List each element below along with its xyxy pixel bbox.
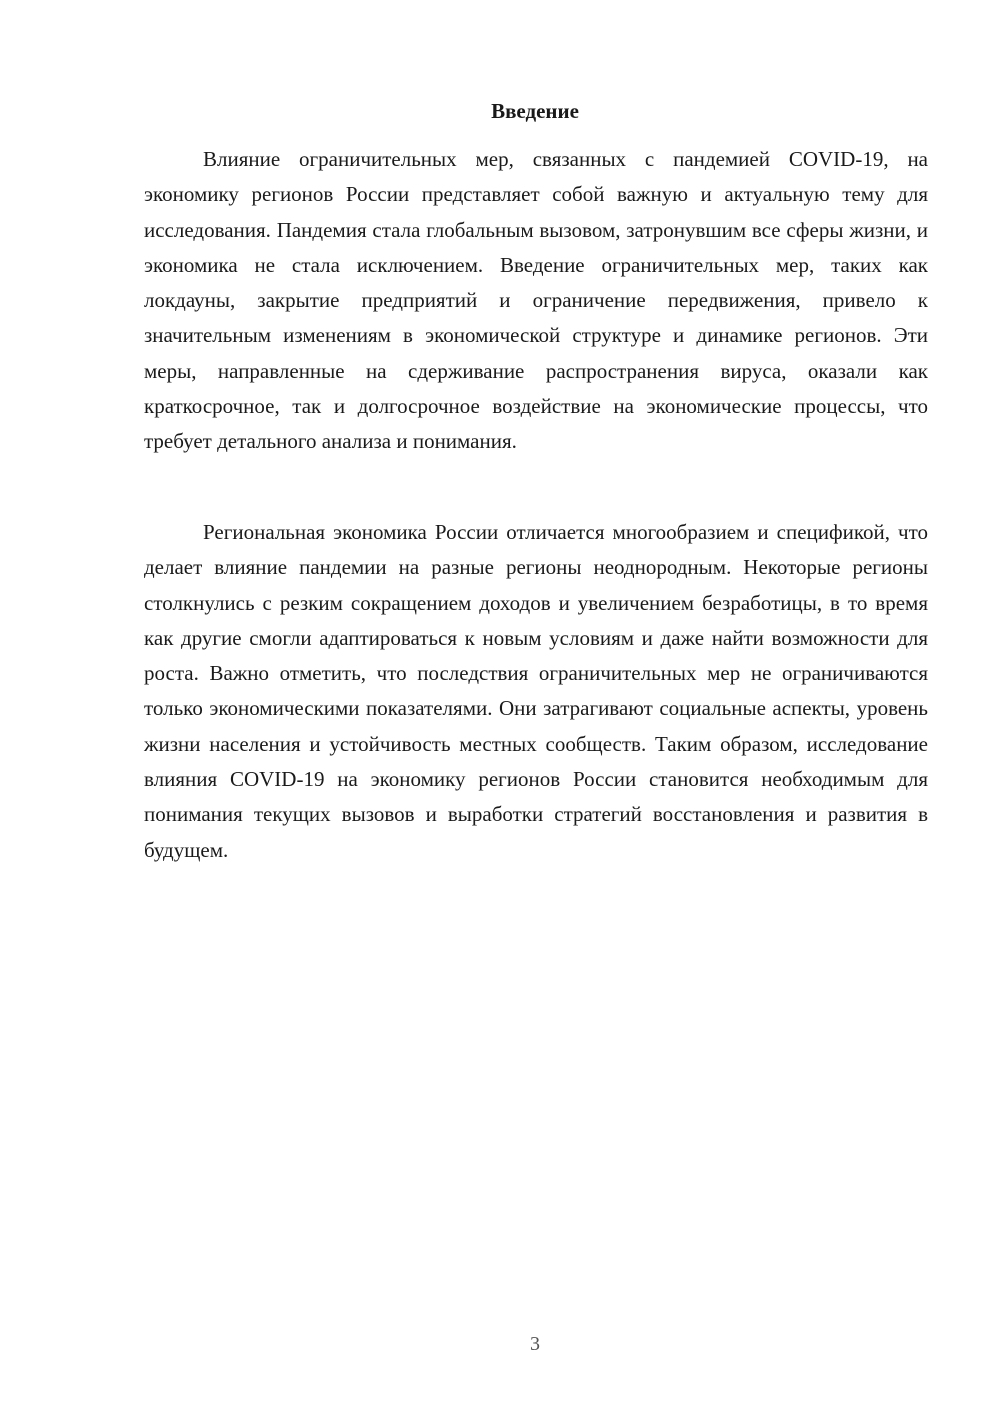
section-heading: Введение — [491, 99, 579, 123]
intro-paragraph-2: Региональная экономика России отличается многообразием и спецификой, что делает влияние пандемии на разные регионы неоднородным. Некоторые регионы столкнулись с резким сокращением доходов и увеличением безработицы, в то время как другие смогли адаптироваться к новым условиям и даже найти возможности для роста. Важно отметить, что последствия ограничительных мер не ограничиваются только экономическими показателями. Они затрагивают социальные аспекты, уровень жизни населения и устойчивость местных сообществ. Таким образом, исследование влияния COVID-19 на экономику регионов России становится необходимым для понимания текущих вызовов и выработки стратегий восстановления и развития в будущем. — [144, 520, 928, 862]
page-number: 3 — [530, 1333, 540, 1355]
intro-paragraph-1: Влияние ограничительных мер, связанных с пандемией COVID-19, на экономику регионов России представляет собой важную и актуальную тему для исследования. Пандемия стала глобальным вызовом, затронувшим все сферы жизни, и экономика не стала исключением. Введение ограничительных мер, таких как локдауны, закрытие предприятий и ограничение передвижения, привело к значительным изменениям в экономической структуре и динамике регионов. Эти меры, направленные на сдерживание распространения вируса, оказали как краткосрочное, так и долгосрочное воздействие на экономические процессы, что требует детального анализа и понимания. — [144, 147, 928, 454]
